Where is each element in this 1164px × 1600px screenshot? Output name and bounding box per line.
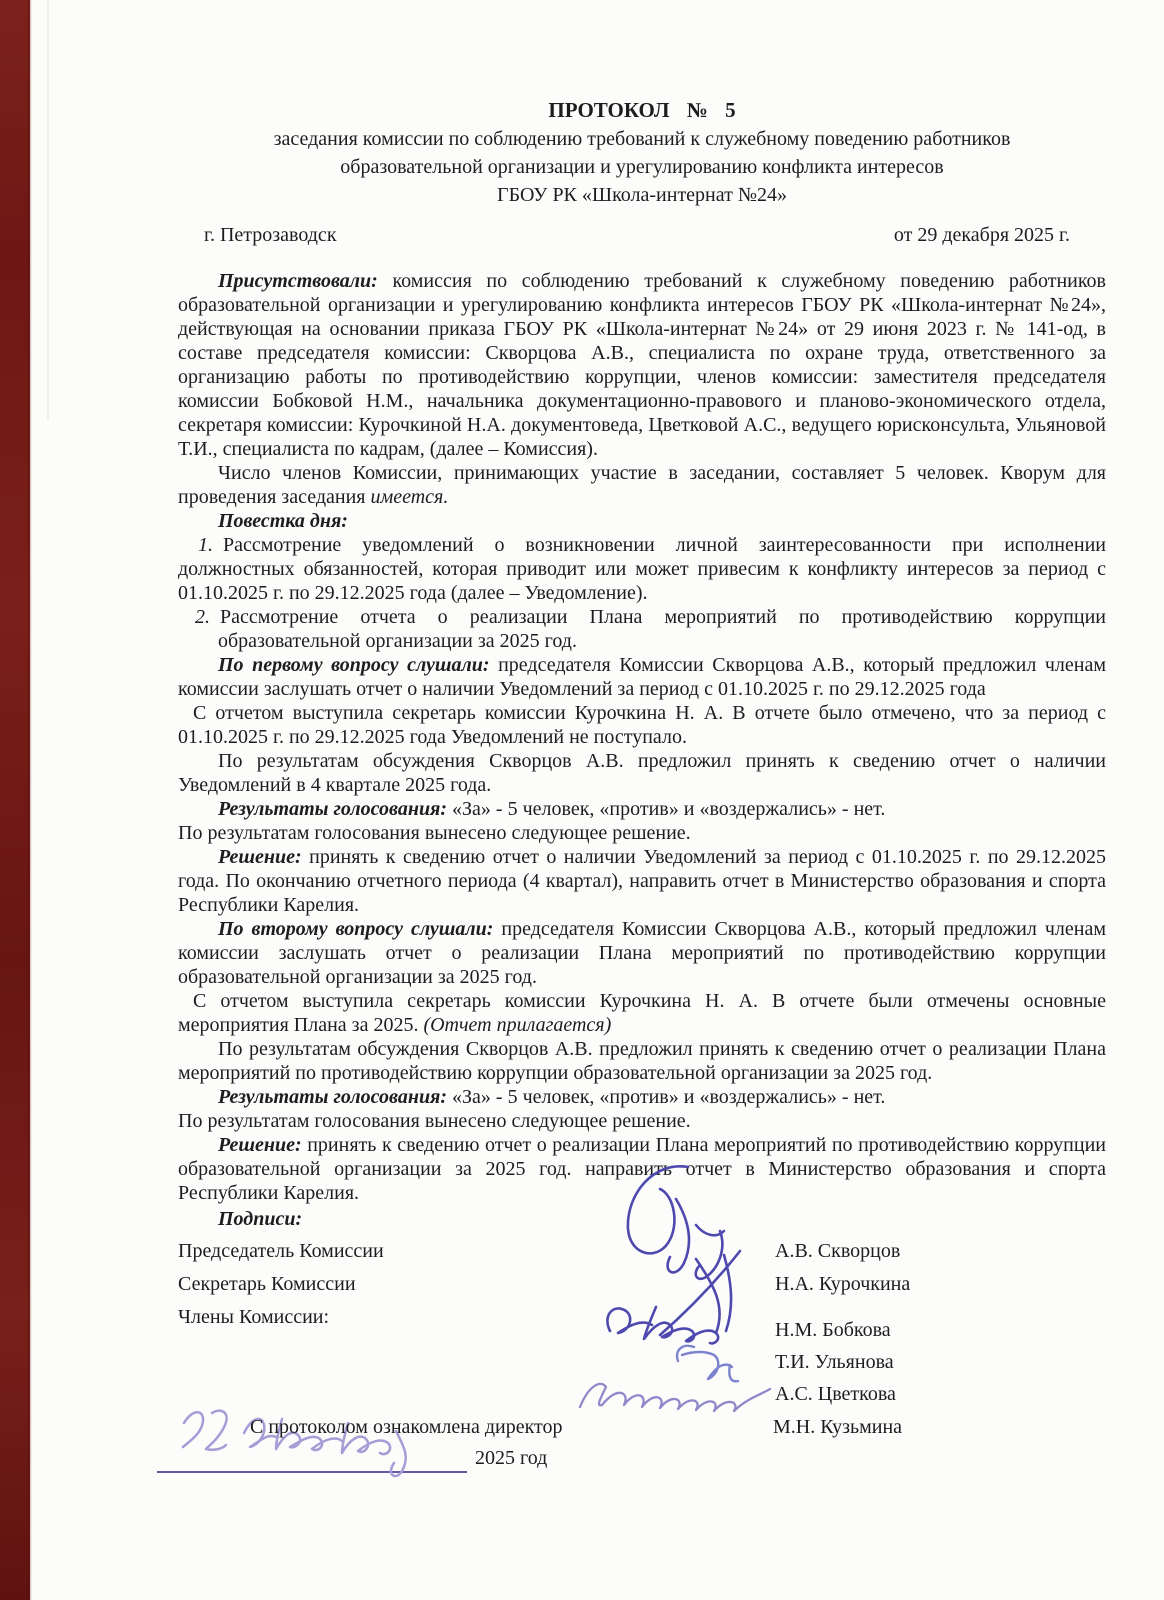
paragraph-q1-vote bbox=[178, 797, 1106, 821]
q1-vote-lead: Результаты голосования: bbox=[218, 798, 448, 820]
paragraph-q1-report: С отчетом выступила секретарь комиссии Курочкина Н. А. В отчете было отмечено, что за период с 01.10.2025 г. по 29.12.2025 года Уведомлений не поступало. bbox=[178, 702, 1106, 748]
body-text bbox=[178, 269, 1106, 1205]
paragraph-q1-heard bbox=[178, 653, 1106, 701]
paragraph-present bbox=[178, 269, 1106, 461]
q2-heard-text: председателя Комиссии Скворцова А.В., который предложил членам комиссии заслушать отчет о реализации Плана мероприятий по противодействию коррупции образовательной организации за 2025 год. bbox=[178, 918, 1106, 988]
place-date-row bbox=[178, 223, 1106, 247]
document-subtitle-1: заседания комиссии по соблюдению требований к служебному поведению работников bbox=[273, 128, 1011, 150]
paragraph-q2-vote bbox=[178, 1085, 1106, 1109]
present-lead: Присутствовали: bbox=[218, 270, 378, 292]
paragraph-q1-discussion: По результатам обсуждения Скворцов А.В. предложил принять к сведению отчет о наличии Уведомлений в 4 квартале 2025 года. bbox=[178, 750, 1106, 796]
name-kuzmina: М.Н. Кузьмина bbox=[773, 1416, 903, 1438]
name-tsvetkova: А.С. Цветкова bbox=[775, 1383, 896, 1405]
q2-vote-lead: Результаты голосования: bbox=[218, 1086, 448, 1108]
agenda-item-2-text: Рассмотрение отчета о реализации Плана мероприятий по противодействию коррупции образовательной организации за 2025 год. bbox=[218, 606, 1106, 652]
date-suffix: 2025 год bbox=[475, 1447, 548, 1469]
paragraph-quorum bbox=[178, 461, 1106, 509]
q2-heard-lead: По второму вопросу слушали: bbox=[218, 918, 494, 940]
agenda-heading: Повестка дня: bbox=[218, 510, 348, 532]
scan-binding-strip bbox=[0, 0, 30, 1600]
q1-decision-text: принять к сведению отчет о наличии Уведомлений за период с 01.10.2025 г. по 29.12.2025 года. По окончанию отчетного периода (4 квартал), направить отчет в Министерство образования и спорта Республики Карелия. bbox=[178, 846, 1106, 916]
q1-decision-lead: Решение: bbox=[218, 846, 302, 868]
acknowledgement-text: С протоколом ознакомлена директор bbox=[250, 1416, 563, 1438]
organization-name: ГБОУ РК «Школа-интернат №24» bbox=[497, 184, 787, 206]
signature-rows bbox=[178, 1235, 1106, 1407]
q2-decision-lead: Решение: bbox=[218, 1134, 302, 1156]
paragraph-q2-report bbox=[178, 989, 1106, 1037]
document-subtitle-2: образовательной организации и урегулированию конфликта интересов bbox=[340, 156, 944, 178]
quorum-text: Число членов Комиссии, принимающих участие в заседании, составляет 5 человек. Кворум для проведения заседания bbox=[178, 462, 1106, 508]
q2-report-text: С отчетом выступила секретарь комиссии Курочкина Н. А. В отчете были отмечены основные мероприятия Плана за 2025. bbox=[178, 990, 1106, 1036]
present-text: комиссия по соблюдению требований к служебному поведению работников образовательной организации и урегулированию конфликта интересов ГБОУ РК «Школа-интернат №24», действующая на основании приказа ГБОУ РК «Школа-интернат №24» от 29 июня 2023 г. № 141-од, в составе председателя комиссии: Скворцова А.В., специалиста по охране труда, ответственного за организацию работы по противодействию коррупции, членов комиссии: заместителя председателя комиссии Бобковой Н.М., начальника документационно-правового и планово-экономического отдела, секретаря комиссии: Курочкиной Н.А. документоведа, Цветковой А.С., ведущего юрисконсульта, Ульяновой Т.И., специалиста по кадрам, (далее – Комиссия). bbox=[178, 270, 1106, 460]
agenda-item-1-number: 1. bbox=[198, 534, 213, 556]
agenda-item-2 bbox=[178, 605, 1106, 653]
signatures-section bbox=[178, 1207, 1106, 1473]
document-content bbox=[178, 95, 1106, 1473]
signature-names bbox=[775, 1235, 910, 1410]
protocol-date: от 29 декабря 2025 г. bbox=[893, 224, 1070, 246]
q1-heard-lead: По первому вопросу слушали: bbox=[218, 654, 490, 676]
role-secretary: Секретарь Комиссии bbox=[178, 1273, 356, 1295]
acknowledgement-row bbox=[178, 1413, 1106, 1441]
quorum-em: имеется. bbox=[370, 486, 449, 508]
document-title: ПРОТОКОЛ № 5 bbox=[548, 98, 736, 122]
agenda-item-1-text: Рассмотрение уведомлений о возникновении личной заинтересованности при исполнении должностных обязанностей, которая приводит или может привесим к конфликту интересов за период с 01.10.2025 г. по 29.12.2025 года (далее – Уведомление). bbox=[178, 534, 1106, 604]
q2-decision-text: принять к сведению отчет о реализации Плана мероприятий по противодействию коррупции образовательной организации за 2025 год. направить отчет в Министерство образования и спорта Республики Карелия. bbox=[178, 1134, 1106, 1204]
agenda-item-1 bbox=[178, 533, 1106, 605]
q2-vote-text: «За» - 5 человек, «против» и «воздержались» - нет. bbox=[447, 1086, 886, 1108]
paragraph-q2-heard bbox=[178, 917, 1106, 989]
q1-heard-text: председателя Комиссии Скворцова А.В., который предложил членам комиссии заслушать отчет о наличии Уведомлений за период с 01.10.2025 г. по 29.12.2025 года bbox=[178, 654, 1106, 700]
handwritten-date-row bbox=[157, 1443, 1106, 1473]
date-blank-line bbox=[157, 1449, 467, 1473]
paragraph-q1-decision bbox=[178, 845, 1106, 917]
signatures-heading: Подписи: bbox=[218, 1208, 303, 1230]
paragraph-q2-decision bbox=[178, 1133, 1106, 1205]
role-members: Члены Комиссии: bbox=[178, 1306, 330, 1328]
scan-artifact-line bbox=[47, 0, 49, 420]
paragraph-q1-vote-result: По результатам голосования вынесено следующее решение. bbox=[178, 822, 691, 844]
city-label: г. Петрозаводск bbox=[204, 224, 337, 246]
name-bobkova: Н.М. Бобкова bbox=[775, 1319, 891, 1341]
paragraph-q2-discussion: По результатам обсуждения Скворцов А.В. предложил принять к сведению отчет о реализации Плана мероприятий по противодействию коррупции образовательной организации за 2025 год. bbox=[178, 1038, 1106, 1084]
signature-roles bbox=[178, 1235, 1106, 1334]
title-block bbox=[178, 95, 1106, 209]
q1-vote-text: «За» - 5 человек, «против» и «воздержались» - нет. bbox=[447, 798, 886, 820]
name-skvortsov: А.В. Скворцов bbox=[775, 1240, 901, 1262]
agenda-item-2-number: 2. bbox=[195, 606, 210, 628]
name-ulyanova: Т.И. Ульянова bbox=[775, 1351, 894, 1373]
role-chair: Председатель Комиссии bbox=[178, 1240, 384, 1262]
paragraph-q2-vote-result: По результатам голосования вынесено следующее решение. bbox=[178, 1110, 691, 1132]
q2-report-em: (Отчет прилагается) bbox=[423, 1014, 612, 1036]
name-kurochkina: Н.А. Курочкина bbox=[775, 1273, 911, 1295]
